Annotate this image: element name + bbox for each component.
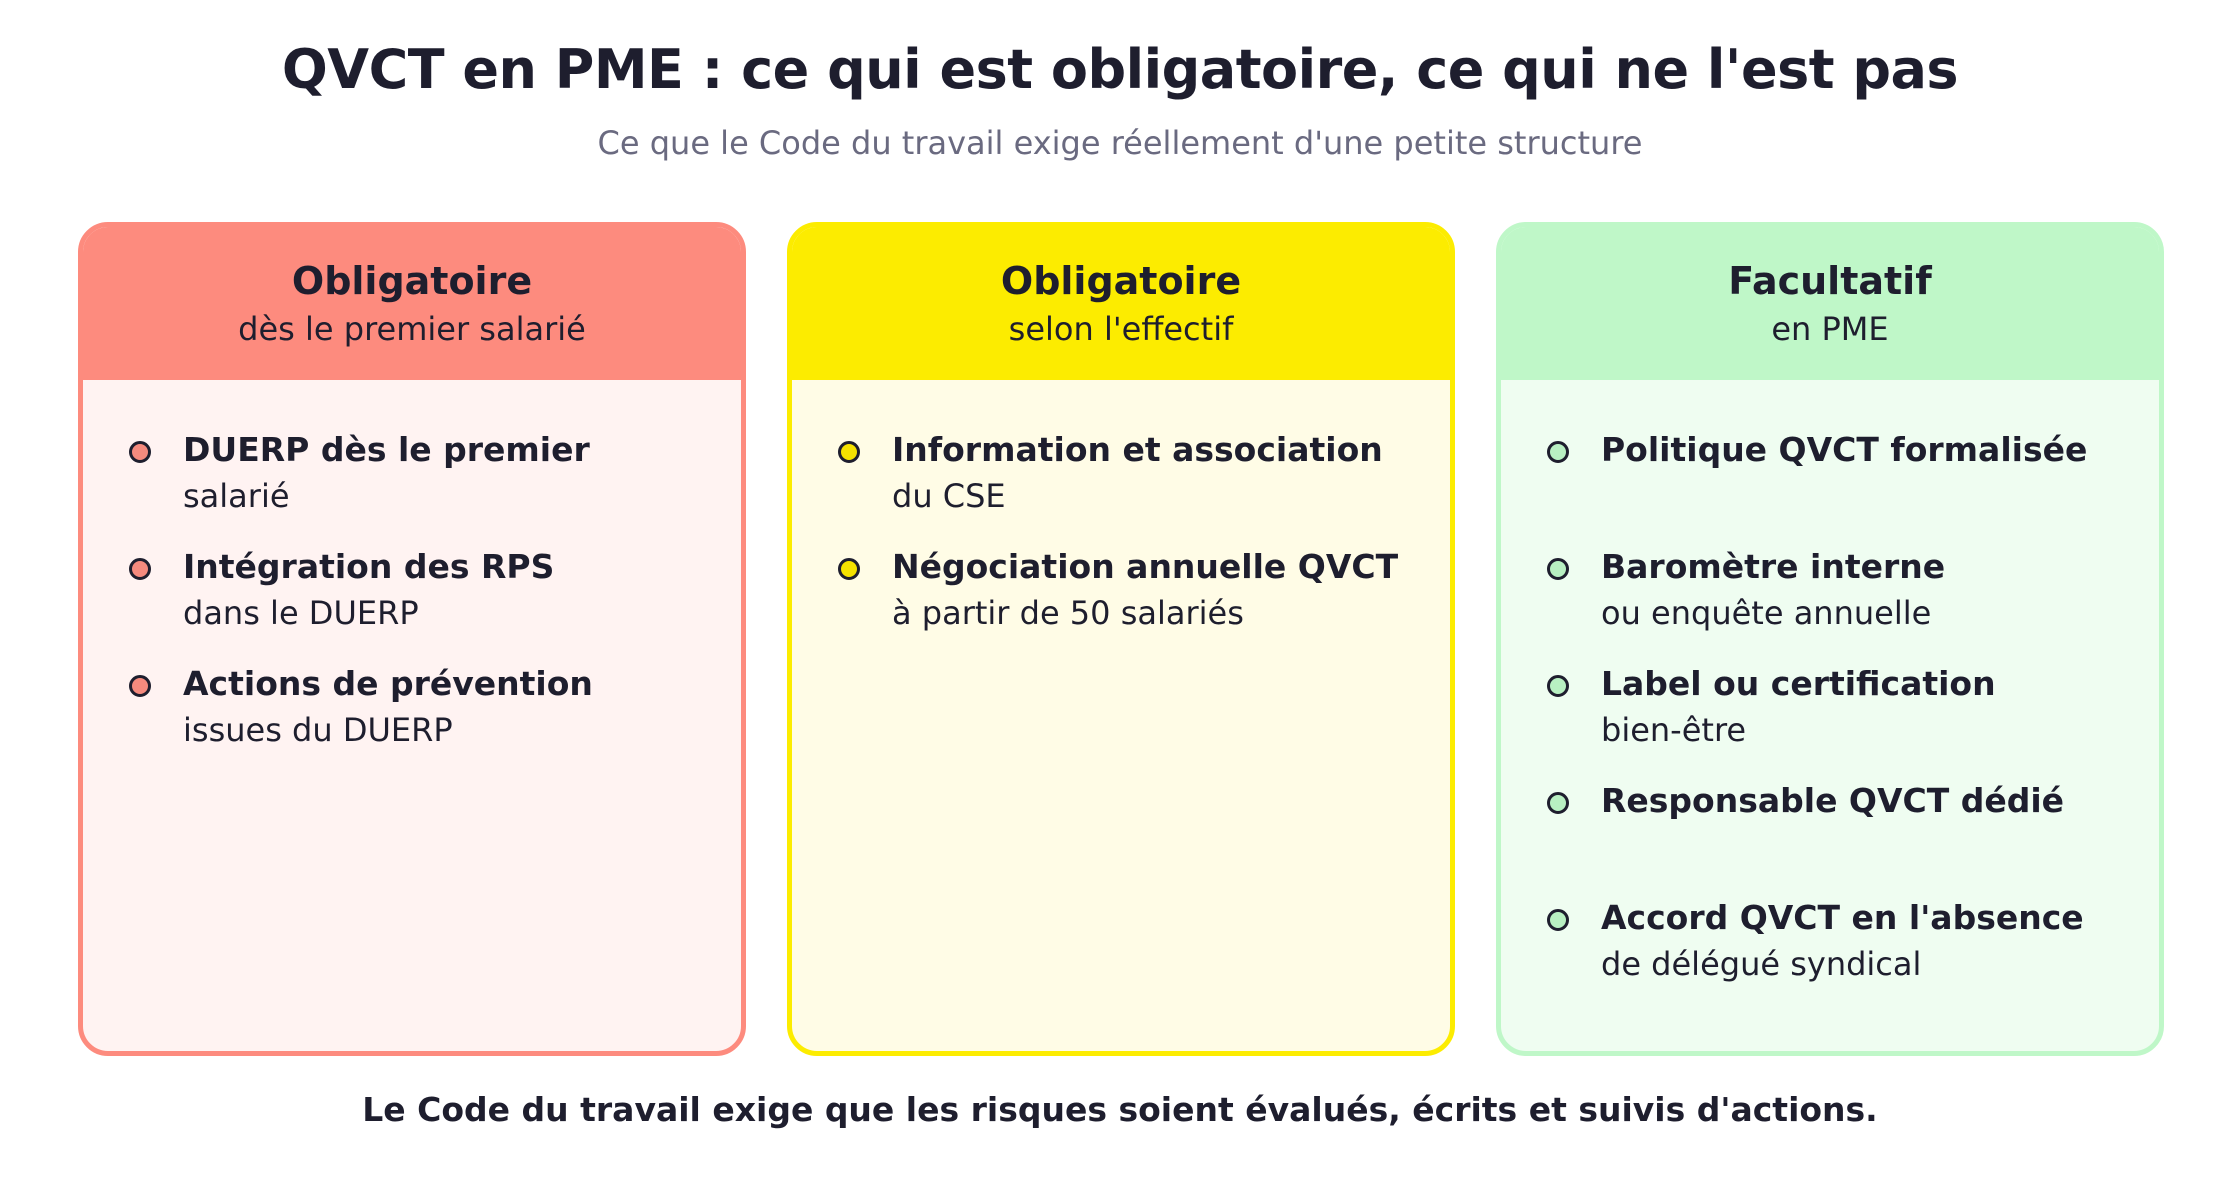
column-subtitle: en PME <box>1771 310 1889 348</box>
column-title: Facultatif <box>1728 259 1932 303</box>
column-title: Obligatoire <box>291 259 533 303</box>
list-item <box>1547 661 2127 753</box>
bullet-dot-icon <box>129 441 151 463</box>
item-title: Label ou certification <box>1601 664 1996 703</box>
list-item <box>129 661 709 753</box>
list-item <box>129 427 709 519</box>
item-title: Baromètre interne <box>1601 547 1946 586</box>
page-subtitle: Ce que le Code du travail exige réellement d'une petite structure <box>597 124 1643 162</box>
item-detail: salarié <box>183 477 290 515</box>
item-title: Intégration des RPS <box>183 547 555 586</box>
column-header <box>83 227 741 380</box>
item-detail: bien-être <box>1601 711 1747 749</box>
column-header <box>1501 227 2159 380</box>
column-subtitle: selon l'effectif <box>1008 310 1234 348</box>
bullet-dot-icon <box>838 441 860 463</box>
column-mandatory-by-headcount <box>787 222 1455 1056</box>
list-item <box>129 544 709 636</box>
item-title: Accord QVCT en l'absence <box>1601 898 2084 937</box>
bullet-dot-icon <box>129 558 151 580</box>
item-detail: à partir de 50 salariés <box>892 594 1244 632</box>
item-title: Politique QVCT formalisée <box>1601 430 2088 469</box>
bullet-dot-icon <box>1547 909 1569 931</box>
item-detail: dans le DUERP <box>183 594 419 632</box>
list-item <box>1547 778 2127 824</box>
list-item <box>1547 895 2127 987</box>
item-title: Actions de prévention <box>183 664 593 703</box>
item-detail: ou enquête annuelle <box>1601 594 1932 632</box>
list-item <box>838 427 1418 519</box>
bullet-dot-icon <box>129 675 151 697</box>
bullet-dot-icon <box>1547 558 1569 580</box>
item-title: DUERP dès le premier <box>183 430 590 469</box>
bullet-dot-icon <box>1547 441 1569 463</box>
list-item <box>1547 427 2127 473</box>
column-optional-sme <box>1496 222 2164 1056</box>
bullet-dot-icon <box>1547 792 1569 814</box>
column-mandatory-first-employee <box>78 222 746 1056</box>
list-item <box>1547 544 2127 636</box>
column-title: Obligatoire <box>1000 259 1242 303</box>
item-detail: issues du DUERP <box>183 711 453 749</box>
item-title: Information et association <box>892 430 1383 469</box>
list-item <box>838 544 1418 636</box>
item-title: Responsable QVCT dédié <box>1601 781 2065 820</box>
column-subtitle: dès le premier salarié <box>238 310 586 348</box>
item-detail: du CSE <box>892 477 1006 515</box>
bullet-dot-icon <box>838 558 860 580</box>
columns-container <box>78 222 2164 1056</box>
column-header <box>792 227 1450 380</box>
item-detail: de délégué syndical <box>1601 945 1922 983</box>
item-title: Négociation annuelle QVCT <box>892 547 1399 586</box>
page-title: QVCT en PME : ce qui est obligatoire, ce qui ne l'est pas <box>281 38 1959 101</box>
bullet-dot-icon <box>1547 675 1569 697</box>
footer-note: Le Code du travail exige que les risques soient évalués, écrits et suivis d'actions. <box>362 1090 1878 1129</box>
